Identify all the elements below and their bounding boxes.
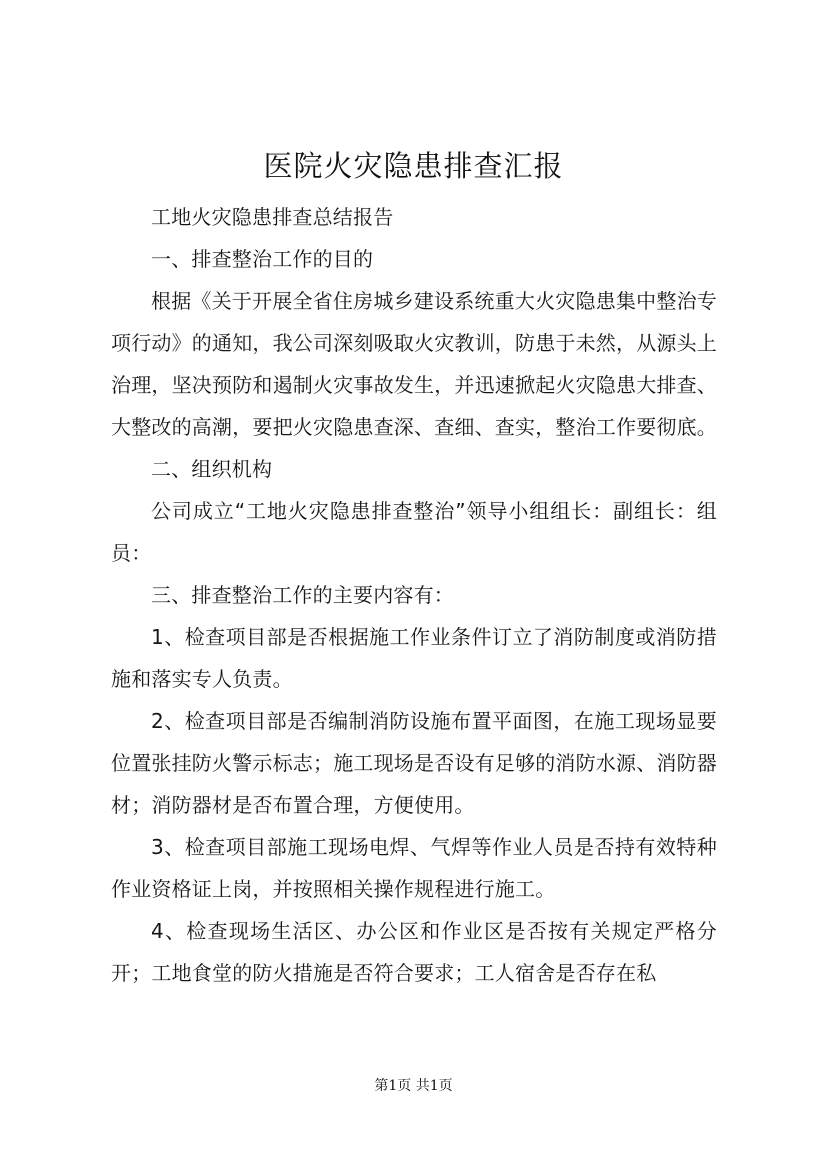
page-footer: 第1页 共1页 — [374, 1078, 453, 1094]
list-item-2: 2、检查项目部是否编制消防设施布置平面图，在施工现场显要位置张挂防火警示标志；施工现场是否设有足够的消防水源、消防器材；消防器材是否布置合理，方便使用。 — [111, 709, 717, 817]
section-heading-organization: 二、组织机构 — [151, 457, 273, 481]
list-item-1: 1、检查项目部是否根据施工作业条件订立了消防制度或消防措施和落实专人负责。 — [111, 625, 717, 691]
document-body — [111, 196, 717, 994]
report-subtitle: 工地火灾隐患排查总结报告 — [151, 205, 394, 229]
document-title: 医院火灾隐患排查汇报 — [263, 149, 564, 183]
list-item-4: 4、检查现场生活区、办公区和作业区是否按有关规定严格分开；工地食堂的防火措施是否符合要求；工人宿舍是否存在私 — [111, 919, 717, 985]
section-heading-purpose: 一、排查整治工作的目的 — [151, 247, 374, 271]
section-heading-main-content: 三、排查整治工作的主要内容有： — [151, 583, 454, 607]
paragraph-purpose: 根据《关于开展全省住房城乡建设系统重大火灾隐患集中整治专项行动》的通知，我公司深刻吸取火灾教训，防患于未然，从源头上治理，坚决预防和遏制火灾事故发生，并迅速掀起火灾隐患大排查、大整改的高潮，要把火灾隐患查深、查细、查实，整治工作要彻底。 — [111, 289, 717, 439]
list-item-3: 3、检查项目部施工现场电焊、气焊等作业人员是否持有效特种作业资格证上岗，并按照相关操作规程进行施工。 — [111, 835, 717, 901]
paragraph-organization: 公司成立“工地火灾隐患排查整治”领导小组组长：副组长：组员： — [111, 499, 717, 565]
